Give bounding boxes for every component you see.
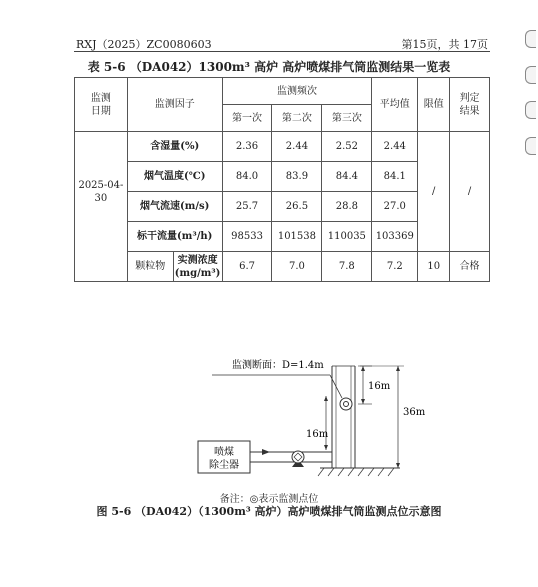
table-cell: 6.7 — [222, 252, 272, 282]
header-third: 第三次 — [322, 105, 372, 132]
table-cell: 26.5 — [272, 192, 322, 222]
table-cell: 84.1 — [372, 162, 418, 192]
table-cell: 25.7 — [222, 192, 272, 222]
sampling-point-icon — [340, 398, 352, 410]
cell-limit-slash: / — [418, 132, 450, 252]
doc-id: RXJ（2025）ZC0080603 — [76, 38, 212, 51]
collector-label-2 — [209, 458, 239, 471]
table-cell: 2.36 — [222, 132, 272, 162]
table-cell: 7.0 — [272, 252, 322, 282]
figure-caption: 图 5-6 （DA042）（1300m³ 高炉）高炉喷煤排气筒监测点位示意图 — [96, 505, 442, 518]
table-cell: 28.8 — [322, 192, 372, 222]
factor-moisture: 含湿量(%) — [127, 132, 222, 162]
header-frequency: 监测频次 — [222, 78, 372, 105]
section-label: 监测断面：D=1.4m — [232, 360, 324, 371]
table-title: 表 5-6 （DA042）1300m³ 高炉 高炉喷煤排气筒监测结果一览表 — [87, 60, 451, 74]
cell-result-slash: / — [450, 132, 490, 252]
table-cell: 101538 — [272, 222, 322, 252]
table-cell: 103369 — [372, 222, 418, 252]
header-factor: 监测因子 — [127, 78, 222, 132]
dim-16m-pipe: 16m — [306, 429, 329, 440]
dim-36m: 36m — [403, 407, 426, 418]
header-second: 第二次 — [272, 105, 322, 132]
table-cell: 27.0 — [372, 192, 418, 222]
table-cell: 合格 — [450, 252, 490, 282]
factor-velocity: 烟气流速(m/s) — [127, 192, 222, 222]
cell-date: 2025-04-30 — [75, 132, 128, 252]
table-cell: 83.9 — [272, 162, 322, 192]
table-cell: 2.44 — [272, 132, 322, 162]
header-average: 平均值 — [372, 78, 418, 132]
factor-particulate-sub: 实测浓度 (mg/m³) — [173, 252, 222, 282]
dim-16m-top: 16m — [368, 381, 391, 392]
factor-temperature: 烟气温度(℃) — [127, 162, 222, 192]
factor-flow: 标干流量(m³/h) — [127, 222, 222, 252]
diagram-note: 备注：◎表示监测点位 — [219, 494, 319, 505]
table-cell: 98533 — [222, 222, 272, 252]
table-cell: 84.0 — [222, 162, 272, 192]
factor-particulate: 颗粒物 — [127, 252, 173, 282]
header-first: 第一次 — [222, 105, 272, 132]
collector-line: 除尘器 — [209, 460, 239, 471]
collector-line: 喷煤 — [214, 447, 234, 458]
header-limit: 限值 — [418, 78, 450, 132]
header-date: 监测 日期 — [75, 78, 128, 132]
page-info: 第15页，共 17页 — [401, 38, 488, 51]
header-result: 判定 结果 — [450, 78, 490, 132]
table-cell: 110035 — [322, 222, 372, 252]
table-cell: 84.4 — [322, 162, 372, 192]
table-cell: 7.2 — [372, 252, 418, 282]
table-cell: 2.52 — [322, 132, 372, 162]
table-cell: 2.44 — [372, 132, 418, 162]
table-cell: 7.8 — [322, 252, 372, 282]
collector-label-1 — [214, 445, 234, 458]
table-cell: 10 — [418, 252, 450, 282]
